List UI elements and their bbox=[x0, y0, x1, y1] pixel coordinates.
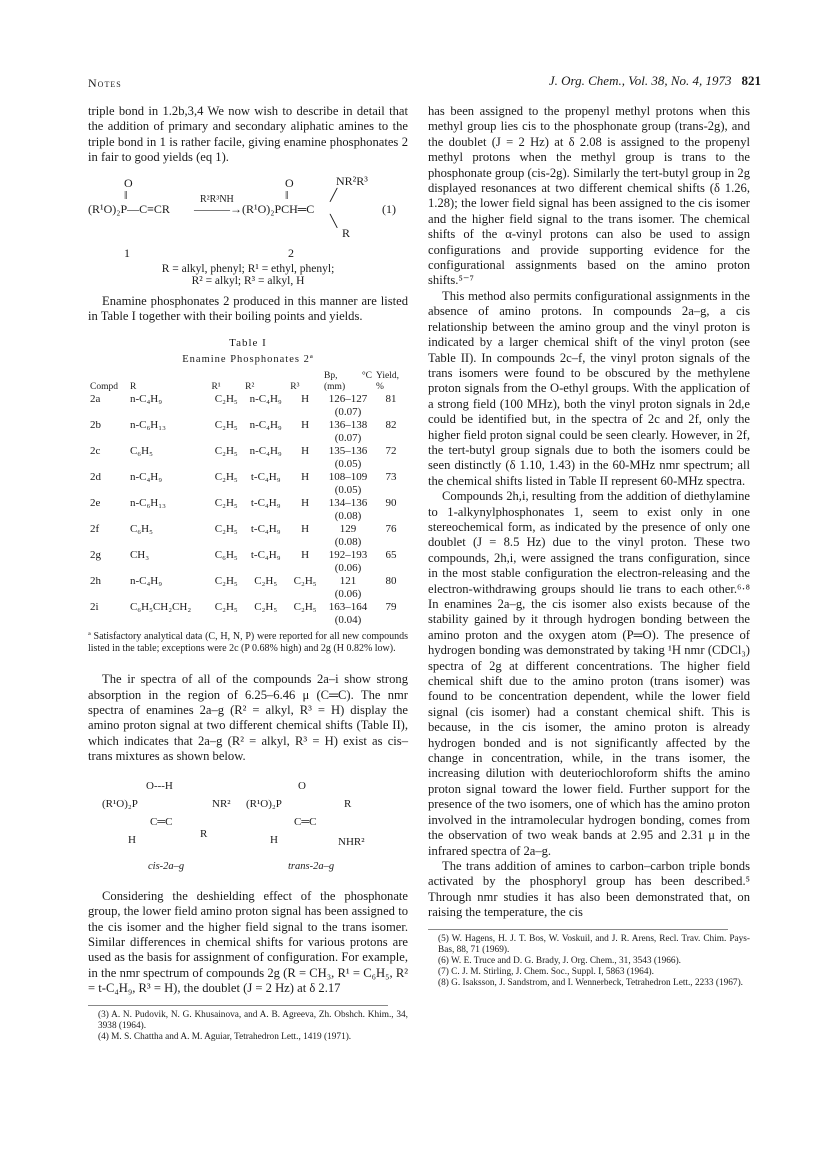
table-cell: 79 bbox=[385, 601, 397, 614]
col-header: Compd bbox=[90, 382, 118, 393]
table-cell-empty bbox=[128, 484, 209, 497]
table-cell-empty bbox=[243, 562, 288, 575]
cis-phosphonate: (R¹O)₂P bbox=[102, 797, 138, 810]
table-cell: n-C₆H₁₃ bbox=[129, 419, 166, 432]
table-cell: C₂H₅ bbox=[214, 523, 238, 536]
table-cell-empty bbox=[88, 536, 128, 549]
table-cell-empty bbox=[288, 484, 322, 497]
table-cell: 2a bbox=[90, 393, 101, 406]
table-cell: 2e bbox=[90, 497, 101, 510]
paragraph: Compounds 2h,i, resulting from the addition of diethylamine to 1-alkynylphosphonates 1, seem to exist only in one stereochemical form, as indicated by the presence of only one doublet (J = 8.5 Hz) due to the vinyl proton. These two compounds, 2h,i, were assigned the trans configuration, since in the most stable configuration the electron-releasing and the electron-withdrawing groups should lie trans to each other.⁶·⁸ In enamines 2a–g, the cis isomer also exists because of the stability gained by it through hydrogen bonding between the amino proton and the oxygen atom (P═O). The presence of hydrogen bonding was demonstrated by taking ¹H nmr (CDCl₃) spectra of 2g at different concentrations. The higher field chemical shift due to the amino proton (trans isomer) was found to be concentration dependent, while the lower field signal (cis isomer) had a constant chemical shift. This is because, in the cis isomer, the amino proton is already hydrogen bonded and is not significantly affected by the change in concentration, while, in the trans isomer, the increasing dilution with deuteriochloroform shifts the amino proton signal toward the lower field. Further support for the presence of the two isomers, one of which has the amino proton involved in the intramolecular hydrogen bonding, comes from the observation of two weak bands at 2.95 and 2.31 μ in the infrared spectra of 2a–g. bbox=[428, 489, 750, 858]
reaction-equation bbox=[88, 166, 408, 294]
table-cell-empty bbox=[288, 510, 322, 523]
table-cell-empty bbox=[374, 562, 408, 575]
table-cell: C₂H₅ bbox=[214, 445, 238, 458]
eq-arrow: ———→ bbox=[194, 201, 242, 216]
table-cell: 136–138 bbox=[328, 419, 368, 432]
table-cell-empty bbox=[243, 406, 288, 419]
table-row bbox=[88, 601, 408, 614]
table-cell-empty bbox=[88, 406, 128, 419]
table-cell-empty bbox=[288, 562, 322, 575]
table-cell: H bbox=[301, 419, 310, 432]
table-subtitle: Enamine Phosphonates 2ª bbox=[182, 353, 314, 365]
footnote: (4) M. S. Chattha and A. M. Aguiar, Tetrahedron Lett., 1419 (1971). bbox=[98, 1031, 352, 1042]
table-cell-empty bbox=[374, 406, 408, 419]
table-cell-empty bbox=[88, 562, 128, 575]
eq-oxygen-2: O bbox=[285, 175, 294, 190]
table-row bbox=[88, 549, 408, 562]
col-header: R¹ bbox=[211, 382, 221, 393]
table-cell: C₂H₅ bbox=[293, 601, 317, 614]
eq-number: (1) bbox=[382, 201, 396, 216]
pressure-cell: (0.07) bbox=[334, 432, 362, 445]
table-cell-empty bbox=[88, 432, 128, 445]
table-cell-empty bbox=[128, 562, 209, 575]
footnote: (8) G. Isaksson, J. Sandstrom, and I. Wennerbeck, Tetrahedron Lett., 2233 (1967). bbox=[438, 977, 743, 988]
table-cell-empty bbox=[243, 614, 288, 627]
table-cell-empty bbox=[88, 588, 128, 601]
table-row-pressure bbox=[88, 406, 408, 419]
table-cell: H bbox=[301, 523, 310, 536]
table-title: Table I bbox=[229, 337, 267, 350]
table-cell: H bbox=[301, 471, 310, 484]
cis-r: R bbox=[200, 827, 208, 840]
table-cell: 2i bbox=[90, 601, 99, 614]
table-cell-empty bbox=[88, 484, 128, 497]
table-cell: C₂H₅ bbox=[254, 575, 278, 588]
table-cell-empty bbox=[128, 406, 209, 419]
table-cell-empty bbox=[374, 484, 408, 497]
table-cell: 2d bbox=[90, 471, 101, 484]
footnote: (7) C. J. M. Stirling, J. Chem. Soc., Suppl. I, 5863 (1964). bbox=[438, 966, 654, 977]
table-row-pressure bbox=[88, 536, 408, 549]
table-cell: CH₃ bbox=[129, 549, 150, 562]
table-cell: H bbox=[301, 549, 310, 562]
eq-label-2: 2 bbox=[288, 245, 294, 260]
table-cell: 65 bbox=[385, 549, 397, 562]
table-cell: 73 bbox=[385, 471, 397, 484]
table-cell-empty bbox=[288, 536, 322, 549]
trans-phosphonate: (R¹O)₂P bbox=[246, 797, 282, 810]
table-cell: C₂H₅ bbox=[214, 601, 238, 614]
col-header: Yield, % bbox=[376, 371, 399, 393]
trans-oxygen: O bbox=[298, 779, 306, 792]
table-footnote: ª Satisfactory analytical data (C, H, N, P) were reported for all new compounds listed in the table; exceptions were 2c (P 0.68% high) and 2g (H 0.82% low). bbox=[88, 631, 408, 654]
table-cell: 134–136 bbox=[328, 497, 368, 510]
table-cell-empty bbox=[128, 588, 209, 601]
table-cell-empty bbox=[243, 588, 288, 601]
table-row-pressure bbox=[88, 510, 408, 523]
table-cell: t-C₄H₉ bbox=[250, 523, 281, 536]
table-cell: 72 bbox=[385, 445, 397, 458]
eq-nr-group: NR²R³ bbox=[336, 173, 368, 188]
eq-reactant: (R¹O)₂P—C≡CR bbox=[88, 201, 170, 216]
footnote: (3) A. N. Pudovik, N. G. Khusainova, and A. B. Agreeva, Zh. Obshch. Khim., 34, 3938 (1964). bbox=[98, 1009, 408, 1031]
table-cell-empty bbox=[374, 510, 408, 523]
table-cell: 2c bbox=[90, 445, 101, 458]
table-cell: 82 bbox=[385, 419, 397, 432]
pressure-cell: (0.08) bbox=[334, 510, 362, 523]
table-cell: 80 bbox=[385, 575, 397, 588]
table-cell: 81 bbox=[385, 393, 397, 406]
table-cell-empty bbox=[209, 510, 243, 523]
cis-amino: NR² bbox=[212, 797, 231, 810]
pressure-cell: (0.04) bbox=[334, 614, 362, 627]
table-row bbox=[88, 523, 408, 536]
table-cell: t-C₄H₉ bbox=[250, 497, 281, 510]
paragraph: The trans addition of amines to carbon–carbon triple bonds activated by the phosphoryl group has been described.⁵ Through nmr studies it has also been demonstrated that, on raising the temperature, the cis bbox=[428, 858, 750, 920]
table-cell: n-C₄H₉ bbox=[129, 575, 163, 588]
table-row-pressure bbox=[88, 562, 408, 575]
pressure-cell: (0.06) bbox=[334, 588, 362, 601]
paragraph: triple bond in 1.2b,3,4 We now wish to describe in detail that the addition of primary and secondary aliphatic amines to the triple bond in 1 is rather facile, giving enamine phosphonates 2 in fair to good yields (eq 1). bbox=[88, 104, 408, 165]
trans-r: R bbox=[344, 797, 352, 810]
table-cell-empty bbox=[374, 458, 408, 471]
table-cell-empty bbox=[288, 458, 322, 471]
table-cell-empty bbox=[288, 432, 322, 445]
paragraph: Enamine phosphonates 2 produced in this manner are listed in Table I together with their boiling points and yields. bbox=[88, 293, 408, 324]
table-cell-empty bbox=[209, 458, 243, 471]
table-row bbox=[88, 575, 408, 588]
table-cell-empty bbox=[374, 432, 408, 445]
cis-double-bond: C═C bbox=[150, 815, 173, 828]
table-cell: C₂H₅ bbox=[214, 393, 238, 406]
pressure-cell: (0.08) bbox=[334, 536, 362, 549]
table-cell-empty bbox=[88, 614, 128, 627]
table-cell: H bbox=[301, 445, 310, 458]
table-cell: 163–164 bbox=[328, 601, 368, 614]
table-row-pressure bbox=[88, 458, 408, 471]
enamine-phosphonates-table bbox=[88, 371, 408, 627]
table-cell: C₂H₅ bbox=[214, 419, 238, 432]
table-cell: n-C₄H₉ bbox=[249, 393, 282, 406]
table-cell: 108–109 bbox=[328, 471, 368, 484]
table-cell: C₂H₅ bbox=[293, 575, 317, 588]
pressure-cell: (0.05) bbox=[334, 484, 362, 497]
table-row-pressure bbox=[88, 432, 408, 445]
table-cell: C₆H₅ bbox=[129, 523, 153, 536]
table-cell: 90 bbox=[385, 497, 397, 510]
col-header: R bbox=[129, 382, 137, 393]
table-cell-empty bbox=[243, 510, 288, 523]
table-cell: 2h bbox=[90, 575, 101, 588]
table-cell-empty bbox=[209, 484, 243, 497]
footnote: (6) W. E. Truce and D. G. Brady, J. Org. Chem., 31, 3543 (1966). bbox=[438, 955, 681, 966]
table-row-pressure bbox=[88, 614, 408, 627]
trans-label: trans-2a–g bbox=[288, 860, 335, 872]
eq-bond-up: ╱ bbox=[330, 187, 338, 202]
table-cell: C₆H₅ bbox=[214, 549, 238, 562]
eq-r-group: R bbox=[342, 225, 351, 240]
pressure-cell: (0.05) bbox=[334, 458, 362, 471]
right-column bbox=[428, 104, 750, 989]
eq-bond-1: ‖ bbox=[124, 187, 128, 202]
eq-oxygen-1: O bbox=[124, 175, 133, 190]
table-header-row bbox=[88, 371, 408, 393]
table-cell-empty bbox=[128, 458, 209, 471]
table-cell: C₂H₅ bbox=[214, 497, 238, 510]
paragraph: Considering the deshielding effect of the phosphonate group, the lower field amino proton signal has been assigned to the cis isomer and the higher field signal to the trans isomer. Similar differences in chemical shifts for various protons are used as the basis for assignment of configuration. For example, in the nmr spectrum of compounds 2g (R = CH₃, R¹ = C₆H₅, R² = t-C₄H₉, R³ = H), the doublet (J = 2 Hz) at δ 2.17 bbox=[88, 888, 408, 996]
table-row bbox=[88, 393, 408, 406]
table-cell: 121 bbox=[339, 575, 357, 588]
table-cell-empty bbox=[209, 406, 243, 419]
table-cell-empty bbox=[243, 484, 288, 497]
table-cell: H bbox=[301, 497, 310, 510]
footnote-rule bbox=[428, 929, 728, 930]
eq-bond-2: ‖ bbox=[285, 187, 289, 202]
table-row bbox=[88, 445, 408, 458]
table-cell-empty bbox=[88, 510, 128, 523]
table-cell: C₂H₅ bbox=[214, 575, 238, 588]
table-cell-empty bbox=[374, 588, 408, 601]
table-cell: 126–127 bbox=[328, 393, 368, 406]
cis-trans-structures bbox=[88, 775, 408, 883]
table-cell: t-C₄H₉ bbox=[250, 549, 281, 562]
table-cell-empty bbox=[288, 406, 322, 419]
table-cell: t-C₄H₉ bbox=[250, 471, 281, 484]
table-cell: C₂H₅ bbox=[254, 601, 278, 614]
table-cell: 2f bbox=[90, 523, 100, 536]
table-cell: n-C₄H₉ bbox=[249, 419, 282, 432]
table-cell: n-C₄H₉ bbox=[129, 393, 163, 406]
table-cell: C₆H₅CH₂CH₂ bbox=[129, 601, 192, 614]
footnote-rule bbox=[88, 1005, 388, 1006]
table-cell-empty bbox=[88, 458, 128, 471]
table-cell-empty bbox=[288, 614, 322, 627]
table-cell: 129 bbox=[339, 523, 357, 536]
table-cell: n-C₆H₁₃ bbox=[129, 497, 166, 510]
table-cell: C₆H₅ bbox=[129, 445, 153, 458]
table-row-pressure bbox=[88, 484, 408, 497]
table-cell-empty bbox=[243, 432, 288, 445]
col-header: R² bbox=[245, 382, 255, 393]
table-cell: 192–193 bbox=[328, 549, 368, 562]
table-cell-empty bbox=[209, 562, 243, 575]
paragraph: The ir spectra of all of the compounds 2a–i show strong absorption in the region of 6.25–6.46 μ (C═C). The nmr spectra of enamines 2a–g (R² = alkyl, R³ = H) display the amino proton signal at two different chemical shifts (Table II), which indicates that 2a–g (R² = alkyl, R³ = H) exist as cis–trans mixtures as shown below. bbox=[88, 672, 408, 764]
page-number: 821 bbox=[741, 73, 761, 88]
trans-double-bond: C═C bbox=[294, 815, 317, 828]
trans-h: H bbox=[270, 833, 278, 846]
col-header: R³ bbox=[290, 382, 300, 393]
running-head-section: Notes bbox=[88, 76, 122, 90]
table-cell-empty bbox=[288, 588, 322, 601]
trans-amino: NHR² bbox=[338, 835, 365, 848]
paragraph: has been assigned to the propenyl methyl protons when this methyl group lies cis to the phosphonate group (trans-2g), and the doublet (J = 2 Hz) at δ 2.08 is assigned to the propenyl methyl protons when the methyl group is trans to the phosphonate group (cis-2g). Similarly the tert-butyl group in 2g displayed resonances at two different chemical shifts (δ 1.26, 1.28); the lower field signal has been assigned to the cis isomer and the higher field signal to the trans isomer. The chemical shifts of the α-vinyl protons can also be used to assign configurations and provide supporting evidence for the configurational assignments based on the amino proton shifts.⁵⁻⁷ bbox=[428, 104, 750, 288]
table-cell-empty bbox=[209, 588, 243, 601]
table-cell-empty bbox=[128, 510, 209, 523]
table-cell-empty bbox=[374, 536, 408, 549]
table-row bbox=[88, 419, 408, 432]
eq-conditions-1: R = alkyl, phenyl; R¹ = ethyl, phenyl; bbox=[161, 262, 335, 275]
cis-h: H bbox=[128, 833, 136, 846]
pressure-cell: (0.07) bbox=[334, 406, 362, 419]
table-cell-empty bbox=[128, 614, 209, 627]
table-cell-empty bbox=[128, 536, 209, 549]
table-cell-empty bbox=[243, 458, 288, 471]
table-row-pressure bbox=[88, 588, 408, 601]
cis-oh-bridge: O---H bbox=[146, 779, 173, 792]
pressure-cell: (0.06) bbox=[334, 562, 362, 575]
table-cell: n-C₄H₉ bbox=[129, 471, 163, 484]
table-cell-empty bbox=[374, 614, 408, 627]
table-cell: 2g bbox=[90, 549, 101, 562]
table-cell: 76 bbox=[385, 523, 397, 536]
eq-conditions-2: R² = alkyl; R³ = alkyl, H bbox=[191, 274, 305, 287]
col-header: Bp, °C (mm) bbox=[324, 371, 372, 393]
running-head-journal bbox=[549, 73, 761, 89]
table-cell: n-C₄H₉ bbox=[249, 445, 282, 458]
table-cell-empty bbox=[209, 536, 243, 549]
table-row bbox=[88, 497, 408, 510]
table-cell-empty bbox=[128, 432, 209, 445]
cis-label: cis-2a–g bbox=[148, 860, 185, 872]
journal-citation: J. Org. Chem., Vol. 38, No. 4, 1973 bbox=[548, 73, 732, 88]
table-cell: 135–136 bbox=[328, 445, 368, 458]
table-row bbox=[88, 471, 408, 484]
eq-product: (R¹O)₂PCH═C bbox=[242, 201, 315, 216]
eq-reagent: R²R³NH bbox=[200, 193, 234, 205]
table-cell: 2b bbox=[90, 419, 101, 432]
eq-label-1: 1 bbox=[124, 245, 130, 260]
paragraph: This method also permits configurational assignments in the absence of amino protons. In compounds 2a–g, a cis relationship between the amino group and the vinyl proton is indicated by a larger chemical shift of the vinyl proton (see Table II). In compounds 2c–f, the vinyl proton signals of the trans isomers were found to be obscured by the methylene proton signals from the O-ethyl groups. With the application of a strong field (100 MHz), both the vinyl proton signals in 2d,e could be identified but, in the spectra of 2c and 2f, only the higher field proton signal could be seen clearly. However, in 2f, the tert-butyl group signals due to both the isomers could be seen distinctly (δ 1.10, 1.43) in the 60-MHz nmr spectrum; all the chemical shifts listed in Table II represent 60-MHz spectra. bbox=[428, 288, 750, 488]
table-cell-empty bbox=[243, 536, 288, 549]
left-column bbox=[88, 104, 408, 1043]
table-cell: C₂H₅ bbox=[214, 471, 238, 484]
table-cell-empty bbox=[209, 432, 243, 445]
eq-bond-down: ╲ bbox=[330, 213, 338, 228]
table-cell-empty bbox=[209, 614, 243, 627]
footnote: (5) W. Hagens, H. J. T. Bos, W. Voskuil, and J. R. Arens, Recl. Trav. Chim. Pays-Bas, 88, 71 (1969). bbox=[438, 933, 750, 955]
table-cell: H bbox=[301, 393, 310, 406]
